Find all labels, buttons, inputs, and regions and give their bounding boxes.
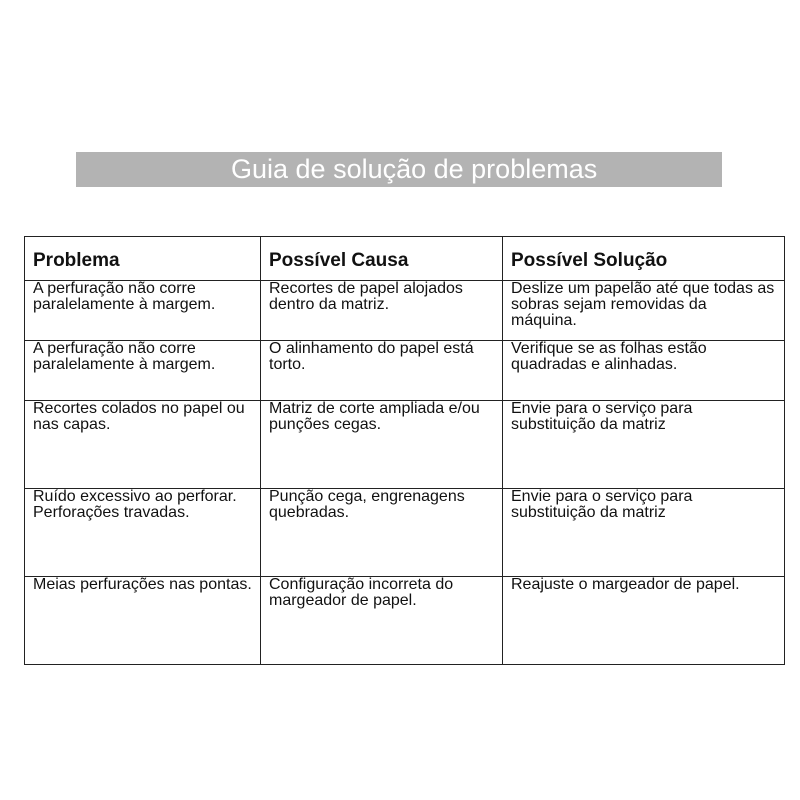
header-problem: Problema [25,237,261,281]
solution-cell: Envie para o serviço para substituição da matriz [503,401,785,489]
problem-cell: Meias perfurações nas pontas. [25,577,261,665]
cause-cell: Matriz de corte ampliada e/ou punções cegas. [261,401,503,489]
problem-cell: A perfuração não corre paralelamente à margem. [25,281,261,341]
page-title: Guia de solução de problemas [231,154,598,184]
table-header-row [25,237,785,281]
cause-cell: Recortes de papel alojados dentro da matriz. [261,281,503,341]
troubleshooting-table [24,236,785,665]
solution-cell: Envie para o serviço para substituição da matriz [503,489,785,577]
problem-cell: A perfuração não corre paralelamente à margem. [25,341,261,401]
table-row [25,401,785,489]
header-solution: Possível Solução [503,237,785,281]
table-row [25,489,785,577]
table-row [25,281,785,341]
cause-cell: Punção cega, engrenagens quebradas. [261,489,503,577]
cause-cell: Configuração incorreta do margeador de papel. [261,577,503,665]
header-cause: Possível Causa [261,237,503,281]
solution-cell: Deslize um papelão até que todas as sobras sejam removidas da máquina. [503,281,785,341]
cause-cell: O alinhamento do papel está torto. [261,341,503,401]
problem-cell: Ruído excessivo ao perforar. Perforações travadas. [25,489,261,577]
table-row [25,341,785,401]
solution-cell: Verifique se as folhas estão quadradas e alinhadas. [503,341,785,401]
problem-cell: Recortes colados no papel ou nas capas. [25,401,261,489]
table-row [25,577,785,665]
solution-cell: Reajuste o margeador de papel. [503,577,785,665]
